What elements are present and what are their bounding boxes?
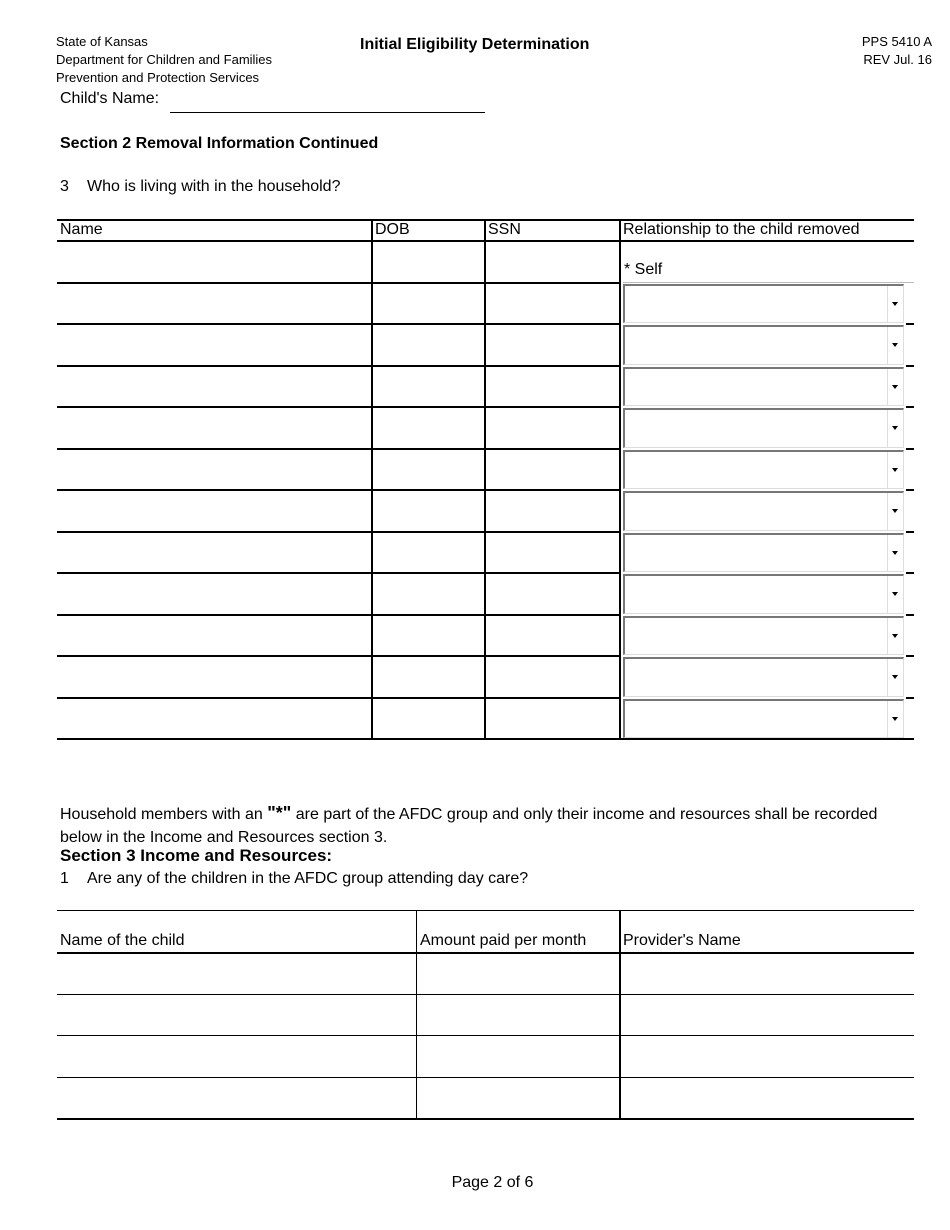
- relationship-dropdown[interactable]: [623, 657, 904, 697]
- daycare-table: [57, 910, 914, 1120]
- agency-block: [56, 33, 272, 87]
- chevron-down-icon[interactable]: [887, 410, 903, 447]
- table-row-border: [57, 1118, 914, 1120]
- chevron-down-icon[interactable]: [887, 576, 903, 613]
- relationship-dropdown[interactable]: [623, 367, 904, 407]
- chevron-down-icon[interactable]: [887, 659, 903, 696]
- section3-heading: Section 3 Income and Resources:: [60, 846, 333, 865]
- table-top-border: [57, 910, 914, 911]
- table-row-border: [623, 282, 914, 283]
- relationship-dropdown[interactable]: [623, 533, 904, 573]
- table-row-border-cap: [906, 365, 914, 367]
- form-revision: REV Jul. 16: [863, 52, 932, 67]
- relationship-dropdown[interactable]: [623, 574, 904, 614]
- question-number: 3: [60, 178, 69, 195]
- relationship-dropdown[interactable]: [623, 325, 904, 365]
- chevron-down-icon[interactable]: [887, 369, 903, 406]
- relationship-dropdown[interactable]: [623, 408, 904, 448]
- column-header-ssn: SSN: [488, 221, 521, 238]
- column-header-relationship: Relationship to the child removed: [623, 221, 860, 238]
- table-row-border: [57, 365, 620, 367]
- note-prefix: Household members with an: [60, 806, 268, 823]
- column-header-provider: Provider's Name: [623, 932, 741, 949]
- table-row-border: [57, 448, 620, 450]
- table-row-border-cap: [906, 406, 914, 408]
- table-row-border: [57, 1077, 914, 1078]
- agency-line: Prevention and Protection Services: [56, 70, 260, 85]
- question-number: 1: [60, 870, 69, 887]
- table-row-border: [57, 323, 620, 325]
- question-text: Who is living with in the household?: [87, 178, 341, 195]
- relationship-dropdown[interactable]: [623, 616, 904, 656]
- column-header-name: Name: [60, 221, 103, 238]
- table-row-border-cap: [906, 572, 914, 574]
- table-column-border: [619, 219, 621, 738]
- table-column-border: [484, 219, 486, 738]
- chevron-down-icon[interactable]: [887, 701, 903, 738]
- table-row-border: [57, 994, 914, 995]
- table-row-border-cap: [906, 323, 914, 325]
- table-row-border: [57, 531, 620, 533]
- afdc-note: [60, 802, 900, 849]
- column-header-amount: Amount paid per month: [420, 932, 587, 949]
- table-row-border: [57, 282, 620, 284]
- table-row-border: [57, 1035, 914, 1036]
- relationship-dropdown[interactable]: [623, 450, 904, 490]
- table-row-border-cap: [906, 448, 914, 450]
- chevron-down-icon[interactable]: [887, 286, 903, 323]
- table-column-border: [619, 910, 621, 1118]
- first-row-relationship: * Self: [624, 261, 663, 278]
- chevron-down-icon[interactable]: [887, 452, 903, 489]
- table-row-border-cap: [906, 614, 914, 616]
- table-row-border: [57, 406, 620, 408]
- chevron-down-icon[interactable]: [887, 535, 903, 572]
- note-asterisk: "*": [267, 803, 292, 823]
- table-row-border-cap: [906, 531, 914, 533]
- table-row-border: [57, 697, 620, 699]
- agency-line: State of Kansas: [56, 34, 148, 49]
- relationship-dropdown[interactable]: [623, 699, 904, 739]
- column-header-dob: DOB: [375, 221, 410, 238]
- table-row-border-cap: [906, 655, 914, 657]
- form-id-block: [862, 33, 932, 69]
- table-row-border-cap: [906, 489, 914, 491]
- relationship-dropdown[interactable]: [623, 284, 904, 324]
- page-number: Page 2 of 6: [451, 1174, 534, 1191]
- column-header-child: Name of the child: [60, 932, 185, 949]
- question-text: Are any of the children in the AFDC group attending day care?: [87, 870, 529, 887]
- chevron-down-icon[interactable]: [887, 327, 903, 364]
- table-column-border: [371, 219, 373, 738]
- agency-line: Department for Children and Families: [56, 52, 273, 67]
- household-table: [57, 219, 914, 779]
- section2-question: [60, 178, 340, 196]
- table-row-border: [57, 738, 914, 740]
- form-title: Initial Eligibility Determination: [360, 36, 590, 53]
- table-row-border: [57, 655, 620, 657]
- section3-question: [60, 870, 528, 888]
- chevron-down-icon[interactable]: [887, 493, 903, 530]
- relationship-dropdown[interactable]: [623, 491, 904, 531]
- table-row-border: [57, 614, 620, 616]
- form-number: PPS 5410 A: [861, 34, 932, 49]
- chevron-down-icon[interactable]: [887, 618, 903, 655]
- table-row-border: [57, 572, 620, 574]
- note-suffix: are part of the AFDC group and only their income and resources shall be recorded below in the Income and Resources section 3.: [60, 806, 878, 846]
- table-row-border-cap: [906, 697, 914, 699]
- table-column-border: [416, 910, 417, 1118]
- table-header-border: [57, 952, 914, 954]
- child-name-label: Child's Name:: [60, 90, 160, 107]
- child-name-field[interactable]: [170, 112, 485, 113]
- section2-heading: Section 2 Removal Information Continued: [60, 135, 379, 152]
- table-row-border: [57, 489, 620, 491]
